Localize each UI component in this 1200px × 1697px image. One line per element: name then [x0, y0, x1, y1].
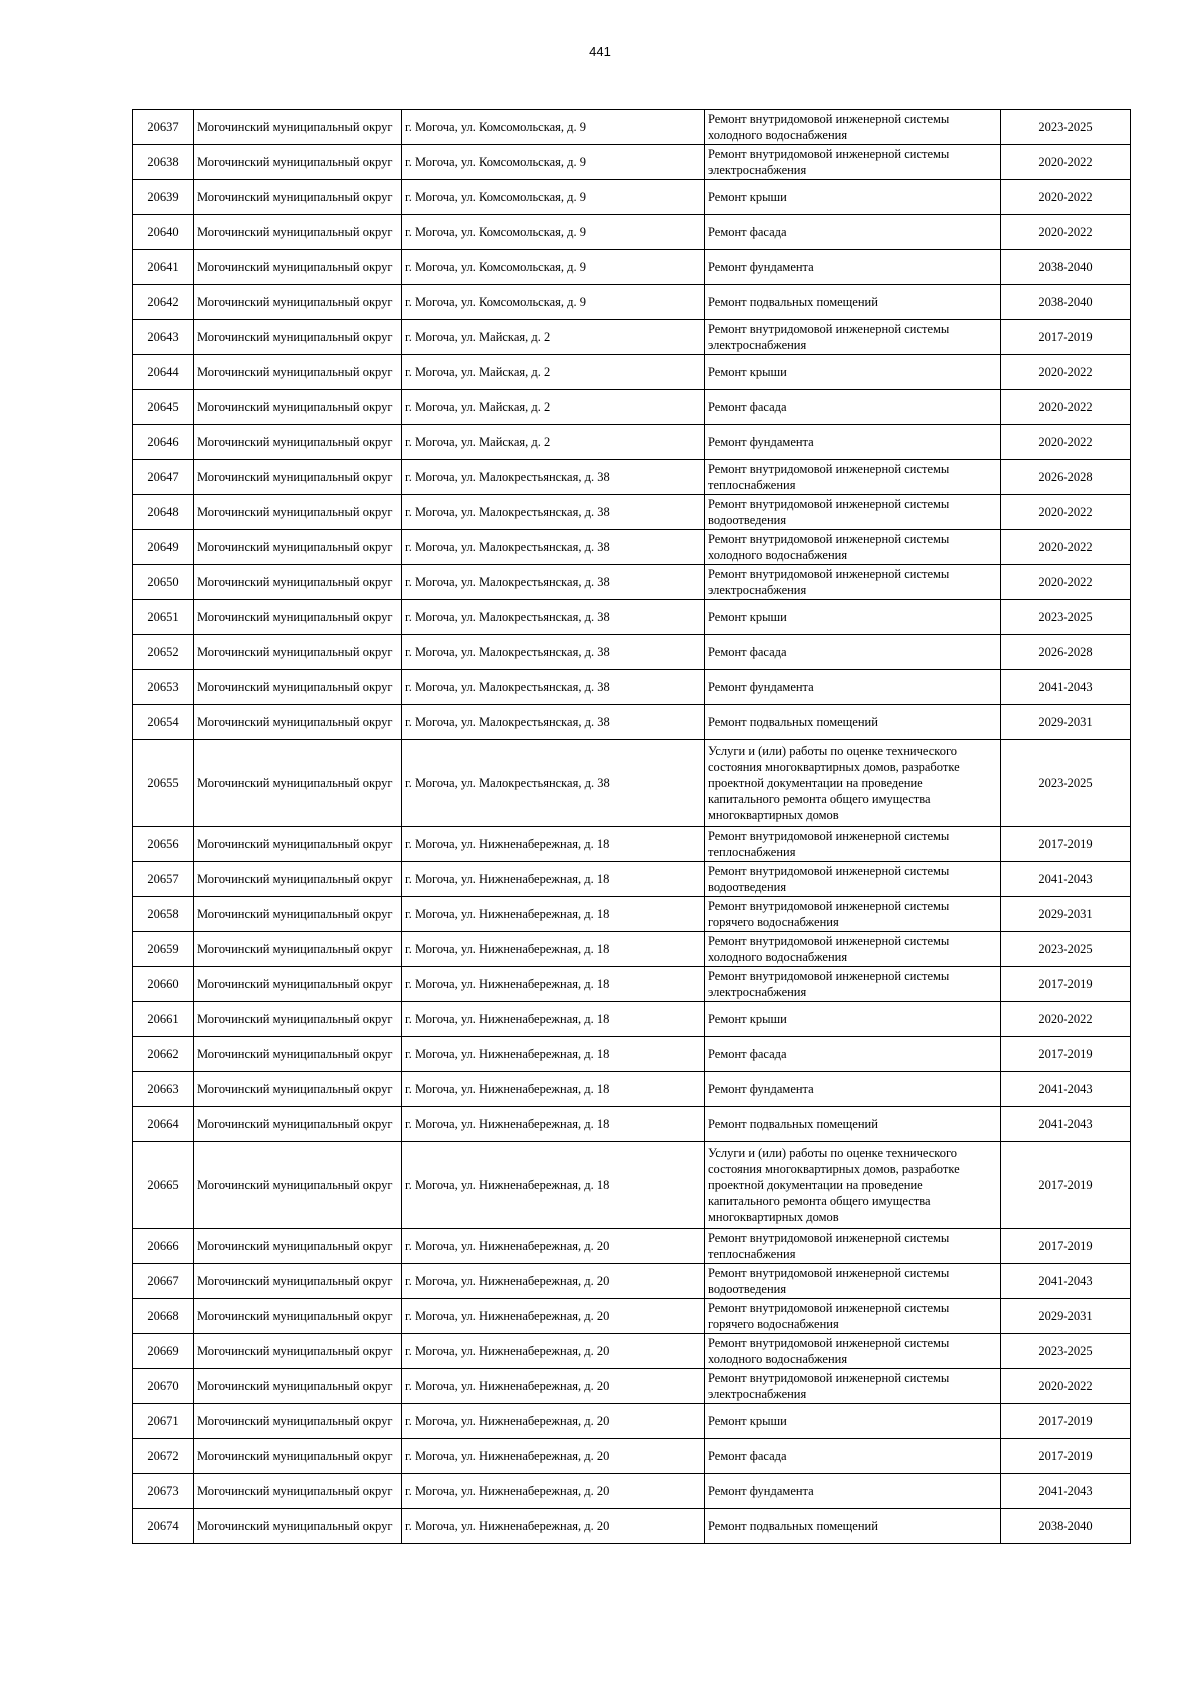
cell-period: 2017-2019: [1001, 320, 1131, 355]
cell-municipality: Могочинский муниципальный округ: [194, 565, 402, 600]
cell-period: 2017-2019: [1001, 1404, 1131, 1439]
cell-row-number: 20668: [133, 1299, 194, 1334]
cell-address: г. Могоча, ул. Майская, д. 2: [402, 320, 705, 355]
cell-municipality: Могочинский муниципальный округ: [194, 635, 402, 670]
cell-period: 2020-2022: [1001, 355, 1131, 390]
cell-address: г. Могоча, ул. Нижненабережная, д. 18: [402, 932, 705, 967]
cell-row-number: 20637: [133, 110, 194, 145]
cell-municipality: Могочинский муниципальный округ: [194, 740, 402, 827]
cell-work-type: Услуги и (или) работы по оценке технического состояния многоквартирных домов, разработке проектной документации на проведение капитального ремонта общего имущества многоквартирных домов: [705, 740, 1001, 827]
cell-work-type: Ремонт внутридомовой инженерной системы горячего водоснабжения: [705, 897, 1001, 932]
table-row: [133, 425, 1131, 460]
cell-row-number: 20643: [133, 320, 194, 355]
cell-work-type: Ремонт фасада: [705, 1439, 1001, 1474]
table-row: [133, 180, 1131, 215]
cell-work-type: Ремонт крыши: [705, 600, 1001, 635]
cell-work-type: Ремонт внутридомовой инженерной системы теплоснабжения: [705, 827, 1001, 862]
table-row: [133, 1299, 1131, 1334]
cell-address: г. Могоча, ул. Малокрестьянская, д. 38: [402, 565, 705, 600]
cell-row-number: 20674: [133, 1509, 194, 1544]
cell-period: 2029-2031: [1001, 705, 1131, 740]
table-row: [133, 1334, 1131, 1369]
cell-period: 2041-2043: [1001, 862, 1131, 897]
cell-period: 2017-2019: [1001, 1037, 1131, 1072]
table-row: [133, 1037, 1131, 1072]
cell-period: 2023-2025: [1001, 932, 1131, 967]
table-row: [133, 827, 1131, 862]
cell-row-number: 20671: [133, 1404, 194, 1439]
cell-address: г. Могоча, ул. Комсомольская, д. 9: [402, 180, 705, 215]
cell-address: г. Могоча, ул. Нижненабережная, д. 20: [402, 1229, 705, 1264]
table-row: [133, 355, 1131, 390]
cell-municipality: Могочинский муниципальный округ: [194, 862, 402, 897]
table-row: [133, 862, 1131, 897]
cell-period: 2023-2025: [1001, 1334, 1131, 1369]
cell-period: 2020-2022: [1001, 1002, 1131, 1037]
cell-period: 2020-2022: [1001, 390, 1131, 425]
cell-address: г. Могоча, ул. Нижненабережная, д. 18: [402, 1037, 705, 1072]
cell-row-number: 20651: [133, 600, 194, 635]
cell-period: 2041-2043: [1001, 1072, 1131, 1107]
cell-row-number: 20650: [133, 565, 194, 600]
cell-period: 2026-2028: [1001, 635, 1131, 670]
cell-period: 2038-2040: [1001, 1509, 1131, 1544]
table-row: [133, 110, 1131, 145]
cell-work-type: Ремонт фасада: [705, 635, 1001, 670]
cell-address: г. Могоча, ул. Нижненабережная, д. 20: [402, 1474, 705, 1509]
cell-address: г. Могоча, ул. Нижненабережная, д. 18: [402, 862, 705, 897]
table-row: [133, 897, 1131, 932]
page-number: 441: [589, 44, 611, 59]
table-row: [133, 967, 1131, 1002]
cell-address: г. Могоча, ул. Нижненабережная, д. 20: [402, 1509, 705, 1544]
cell-row-number: 20654: [133, 705, 194, 740]
cell-address: г. Могоча, ул. Нижненабережная, д. 20: [402, 1334, 705, 1369]
cell-municipality: Могочинский муниципальный округ: [194, 1072, 402, 1107]
cell-address: г. Могоча, ул. Малокрестьянская, д. 38: [402, 460, 705, 495]
table-row: [133, 740, 1131, 827]
cell-municipality: Могочинский муниципальный округ: [194, 1264, 402, 1299]
cell-row-number: 20653: [133, 670, 194, 705]
cell-work-type: Ремонт фасада: [705, 1037, 1001, 1072]
cell-address: г. Могоча, ул. Комсомольская, д. 9: [402, 145, 705, 180]
cell-period: 2020-2022: [1001, 215, 1131, 250]
cell-work-type: Ремонт внутридомовой инженерной системы водоотведения: [705, 862, 1001, 897]
cell-work-type: Ремонт внутридомовой инженерной системы водоотведения: [705, 495, 1001, 530]
cell-row-number: 20662: [133, 1037, 194, 1072]
cell-municipality: Могочинский муниципальный округ: [194, 1299, 402, 1334]
cell-municipality: Могочинский муниципальный округ: [194, 1002, 402, 1037]
cell-work-type: Ремонт подвальных помещений: [705, 1107, 1001, 1142]
table-row: [133, 495, 1131, 530]
cell-municipality: Могочинский муниципальный округ: [194, 1509, 402, 1544]
cell-row-number: 20657: [133, 862, 194, 897]
cell-municipality: Могочинский муниципальный округ: [194, 110, 402, 145]
cell-municipality: Могочинский муниципальный округ: [194, 1369, 402, 1404]
cell-row-number: 20640: [133, 215, 194, 250]
cell-row-number: 20663: [133, 1072, 194, 1107]
cell-municipality: Могочинский муниципальный округ: [194, 460, 402, 495]
cell-period: 2020-2022: [1001, 1369, 1131, 1404]
cell-address: г. Могоча, ул. Малокрестьянская, д. 38: [402, 705, 705, 740]
cell-period: 2020-2022: [1001, 145, 1131, 180]
cell-municipality: Могочинский муниципальный округ: [194, 495, 402, 530]
cell-row-number: 20672: [133, 1439, 194, 1474]
cell-work-type: Ремонт фундамента: [705, 1072, 1001, 1107]
cell-municipality: Могочинский муниципальный округ: [194, 600, 402, 635]
cell-work-type: Услуги и (или) работы по оценке технического состояния многоквартирных домов, разработке проектной документации на проведение капитального ремонта общего имущества многоквартирных домов: [705, 1142, 1001, 1229]
cell-work-type: Ремонт внутридомовой инженерной системы водоотведения: [705, 1264, 1001, 1299]
cell-address: г. Могоча, ул. Нижненабережная, д. 18: [402, 1002, 705, 1037]
cell-row-number: 20669: [133, 1334, 194, 1369]
cell-municipality: Могочинский муниципальный округ: [194, 425, 402, 460]
table-row: [133, 1229, 1131, 1264]
cell-row-number: 20660: [133, 967, 194, 1002]
cell-address: г. Могоча, ул. Комсомольская, д. 9: [402, 110, 705, 145]
cell-row-number: 20659: [133, 932, 194, 967]
cell-work-type: Ремонт фасада: [705, 390, 1001, 425]
cell-work-type: Ремонт крыши: [705, 1002, 1001, 1037]
cell-period: 2017-2019: [1001, 1142, 1131, 1229]
cell-period: 2029-2031: [1001, 897, 1131, 932]
cell-address: г. Могоча, ул. Малокрестьянская, д. 38: [402, 495, 705, 530]
cell-period: 2017-2019: [1001, 967, 1131, 1002]
table-row: [133, 1002, 1131, 1037]
cell-row-number: 20648: [133, 495, 194, 530]
cell-work-type: Ремонт крыши: [705, 180, 1001, 215]
table-row: [133, 1142, 1131, 1229]
cell-period: 2038-2040: [1001, 250, 1131, 285]
cell-address: г. Могоча, ул. Нижненабережная, д. 20: [402, 1404, 705, 1439]
cell-work-type: Ремонт подвальных помещений: [705, 1509, 1001, 1544]
cell-address: г. Могоча, ул. Нижненабережная, д. 20: [402, 1264, 705, 1299]
cell-address: г. Могоча, ул. Малокрестьянская, д. 38: [402, 530, 705, 565]
cell-municipality: Могочинский муниципальный округ: [194, 1229, 402, 1264]
cell-row-number: 20645: [133, 390, 194, 425]
cell-row-number: 20641: [133, 250, 194, 285]
cell-row-number: 20647: [133, 460, 194, 495]
cell-period: 2017-2019: [1001, 1229, 1131, 1264]
table-row: [133, 285, 1131, 320]
cell-row-number: 20656: [133, 827, 194, 862]
cell-address: г. Могоча, ул. Нижненабережная, д. 18: [402, 1107, 705, 1142]
cell-address: г. Могоча, ул. Нижненабережная, д. 18: [402, 1142, 705, 1229]
cell-work-type: Ремонт внутридомовой инженерной системы холодного водоснабжения: [705, 110, 1001, 145]
cell-period: 2041-2043: [1001, 1474, 1131, 1509]
table-row: [133, 460, 1131, 495]
cell-work-type: Ремонт внутридомовой инженерной системы холодного водоснабжения: [705, 530, 1001, 565]
cell-work-type: Ремонт внутридомовой инженерной системы электроснабжения: [705, 565, 1001, 600]
table-row: [133, 1369, 1131, 1404]
cell-municipality: Могочинский муниципальный округ: [194, 250, 402, 285]
cell-municipality: Могочинский муниципальный округ: [194, 215, 402, 250]
cell-work-type: Ремонт внутридомовой инженерной системы холодного водоснабжения: [705, 1334, 1001, 1369]
cell-period: 2023-2025: [1001, 110, 1131, 145]
cell-address: г. Могоча, ул. Комсомольская, д. 9: [402, 285, 705, 320]
table-row: [133, 1404, 1131, 1439]
table-row: [133, 565, 1131, 600]
cell-address: г. Могоча, ул. Комсомольская, д. 9: [402, 215, 705, 250]
cell-period: 2023-2025: [1001, 600, 1131, 635]
table-row: [133, 932, 1131, 967]
cell-period: 2038-2040: [1001, 285, 1131, 320]
table-row: [133, 250, 1131, 285]
cell-work-type: Ремонт крыши: [705, 1404, 1001, 1439]
cell-address: г. Могоча, ул. Нижненабережная, д. 18: [402, 1072, 705, 1107]
cell-period: 2020-2022: [1001, 180, 1131, 215]
cell-address: г. Могоча, ул. Малокрестьянская, д. 38: [402, 635, 705, 670]
cell-row-number: 20665: [133, 1142, 194, 1229]
cell-address: г. Могоча, ул. Малокрестьянская, д. 38: [402, 600, 705, 635]
cell-municipality: Могочинский муниципальный округ: [194, 390, 402, 425]
cell-address: г. Могоча, ул. Нижненабережная, д. 20: [402, 1369, 705, 1404]
cell-address: г. Могоча, ул. Нижненабережная, д. 20: [402, 1439, 705, 1474]
cell-address: г. Могоча, ул. Малокрестьянская, д. 38: [402, 740, 705, 827]
table-row: [133, 600, 1131, 635]
table-row: [133, 1072, 1131, 1107]
cell-row-number: 20664: [133, 1107, 194, 1142]
cell-work-type: Ремонт крыши: [705, 355, 1001, 390]
cell-work-type: Ремонт фасада: [705, 215, 1001, 250]
cell-municipality: Могочинский муниципальный округ: [194, 670, 402, 705]
cell-row-number: 20658: [133, 897, 194, 932]
table-row: [133, 705, 1131, 740]
table-row: [133, 215, 1131, 250]
cell-period: 2020-2022: [1001, 425, 1131, 460]
cell-work-type: Ремонт фундамента: [705, 425, 1001, 460]
cell-period: 2017-2019: [1001, 827, 1131, 862]
cell-municipality: Могочинский муниципальный округ: [194, 1439, 402, 1474]
cell-period: 2020-2022: [1001, 565, 1131, 600]
table-body: [133, 110, 1131, 1544]
cell-row-number: 20670: [133, 1369, 194, 1404]
cell-period: 2017-2019: [1001, 1439, 1131, 1474]
cell-work-type: Ремонт внутридомовой инженерной системы горячего водоснабжения: [705, 1299, 1001, 1334]
cell-period: 2041-2043: [1001, 1264, 1131, 1299]
cell-work-type: Ремонт внутридомовой инженерной системы холодного водоснабжения: [705, 932, 1001, 967]
cell-work-type: Ремонт внутридомовой инженерной системы электроснабжения: [705, 320, 1001, 355]
cell-municipality: Могочинский муниципальный округ: [194, 1404, 402, 1439]
cell-work-type: Ремонт фундамента: [705, 1474, 1001, 1509]
cell-work-type: Ремонт подвальных помещений: [705, 705, 1001, 740]
cell-municipality: Могочинский муниципальный округ: [194, 1474, 402, 1509]
cell-address: г. Могоча, ул. Нижненабережная, д. 18: [402, 827, 705, 862]
table-row: [133, 670, 1131, 705]
cell-row-number: 20655: [133, 740, 194, 827]
cell-municipality: Могочинский муниципальный округ: [194, 705, 402, 740]
cell-municipality: Могочинский муниципальный округ: [194, 285, 402, 320]
table-row: [133, 320, 1131, 355]
cell-period: 2020-2022: [1001, 495, 1131, 530]
cell-municipality: Могочинский муниципальный округ: [194, 1107, 402, 1142]
cell-address: г. Могоча, ул. Майская, д. 2: [402, 355, 705, 390]
table-row: [133, 1439, 1131, 1474]
cell-period: 2041-2043: [1001, 670, 1131, 705]
table-row: [133, 145, 1131, 180]
cell-address: г. Могоча, ул. Нижненабережная, д. 18: [402, 967, 705, 1002]
cell-row-number: 20638: [133, 145, 194, 180]
cell-row-number: 20642: [133, 285, 194, 320]
cell-work-type: Ремонт внутридомовой инженерной системы электроснабжения: [705, 1369, 1001, 1404]
cell-row-number: 20667: [133, 1264, 194, 1299]
cell-municipality: Могочинский муниципальный округ: [194, 530, 402, 565]
cell-row-number: 20639: [133, 180, 194, 215]
cell-row-number: 20661: [133, 1002, 194, 1037]
cell-period: 2029-2031: [1001, 1299, 1131, 1334]
cell-municipality: Могочинский муниципальный округ: [194, 1334, 402, 1369]
table-row: [133, 530, 1131, 565]
cell-municipality: Могочинский муниципальный округ: [194, 967, 402, 1002]
cell-address: г. Могоча, ул. Нижненабережная, д. 20: [402, 1299, 705, 1334]
cell-work-type: Ремонт подвальных помещений: [705, 285, 1001, 320]
cell-address: г. Могоча, ул. Майская, д. 2: [402, 390, 705, 425]
cell-period: 2023-2025: [1001, 740, 1131, 827]
cell-work-type: Ремонт фундамента: [705, 670, 1001, 705]
cell-municipality: Могочинский муниципальный округ: [194, 180, 402, 215]
table-row: [133, 1474, 1131, 1509]
cell-row-number: 20652: [133, 635, 194, 670]
cell-municipality: Могочинский муниципальный округ: [194, 355, 402, 390]
cell-municipality: Могочинский муниципальный округ: [194, 932, 402, 967]
repair-schedule-table: [132, 109, 1131, 1544]
cell-municipality: Могочинский муниципальный округ: [194, 320, 402, 355]
cell-address: г. Могоча, ул. Майская, д. 2: [402, 425, 705, 460]
cell-municipality: Могочинский муниципальный округ: [194, 145, 402, 180]
table-row: [133, 1264, 1131, 1299]
table-row: [133, 1107, 1131, 1142]
cell-municipality: Могочинский муниципальный округ: [194, 827, 402, 862]
cell-row-number: 20646: [133, 425, 194, 460]
cell-work-type: Ремонт внутридомовой инженерной системы теплоснабжения: [705, 1229, 1001, 1264]
table-row: [133, 390, 1131, 425]
table-row: [133, 635, 1131, 670]
cell-address: г. Могоча, ул. Нижненабережная, д. 18: [402, 897, 705, 932]
cell-municipality: Могочинский муниципальный округ: [194, 1142, 402, 1229]
cell-address: г. Могоча, ул. Комсомольская, д. 9: [402, 250, 705, 285]
cell-period: 2020-2022: [1001, 530, 1131, 565]
cell-row-number: 20673: [133, 1474, 194, 1509]
cell-work-type: Ремонт внутридомовой инженерной системы электроснабжения: [705, 145, 1001, 180]
cell-work-type: Ремонт фундамента: [705, 250, 1001, 285]
cell-period: 2041-2043: [1001, 1107, 1131, 1142]
cell-work-type: Ремонт внутридомовой инженерной системы электроснабжения: [705, 967, 1001, 1002]
cell-row-number: 20644: [133, 355, 194, 390]
cell-municipality: Могочинский муниципальный округ: [194, 1037, 402, 1072]
cell-row-number: 20666: [133, 1229, 194, 1264]
cell-row-number: 20649: [133, 530, 194, 565]
cell-address: г. Могоча, ул. Малокрестьянская, д. 38: [402, 670, 705, 705]
cell-period: 2026-2028: [1001, 460, 1131, 495]
cell-municipality: Могочинский муниципальный округ: [194, 897, 402, 932]
cell-work-type: Ремонт внутридомовой инженерной системы теплоснабжения: [705, 460, 1001, 495]
table-row: [133, 1509, 1131, 1544]
